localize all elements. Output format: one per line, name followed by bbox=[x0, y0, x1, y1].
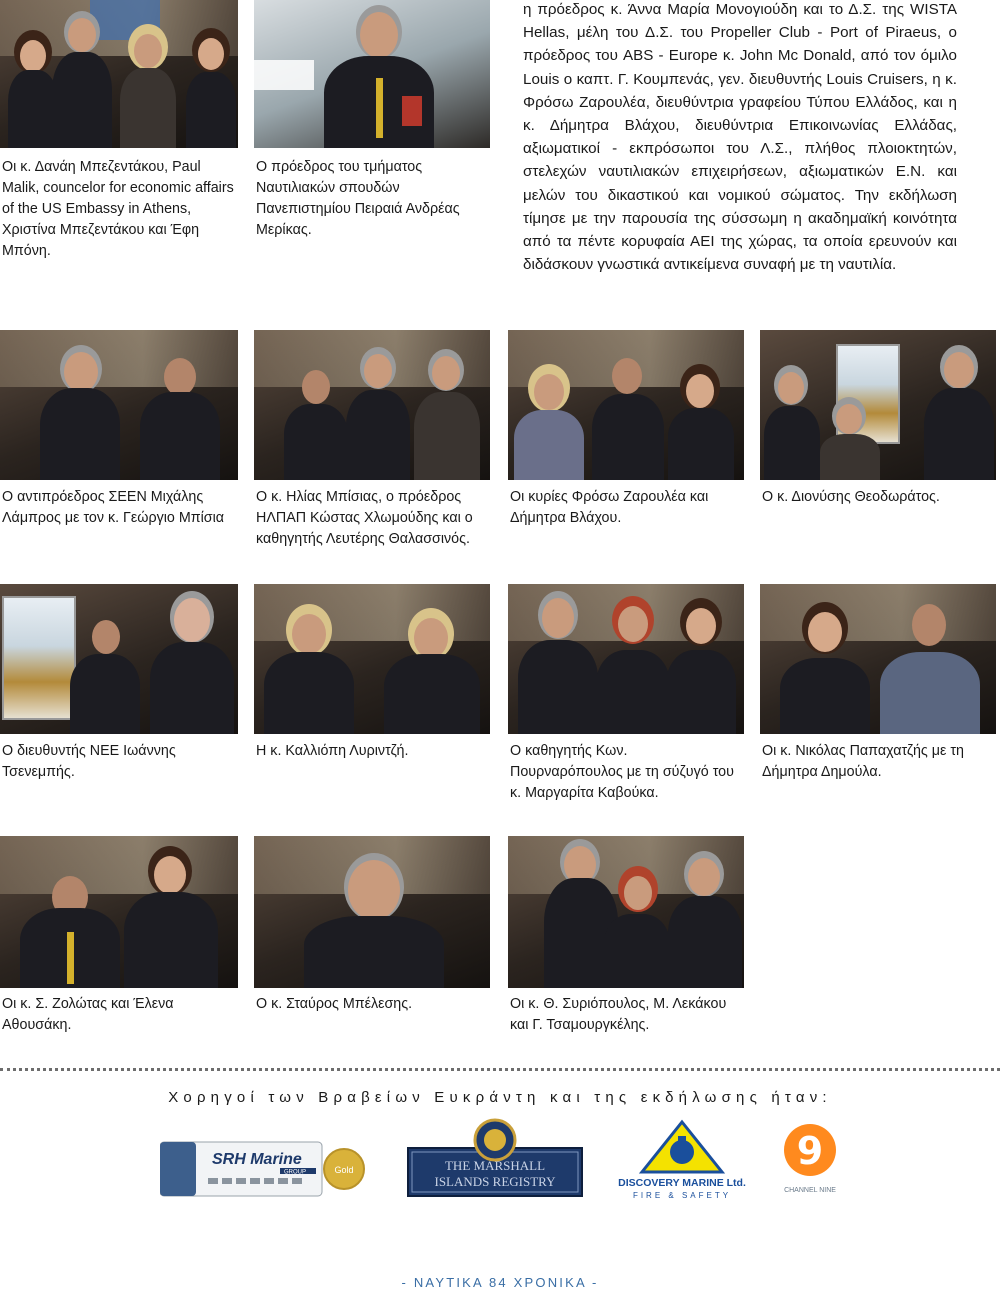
dotted-divider bbox=[0, 1068, 1000, 1071]
caption-photo-2: Ο πρόεδρος του τμήματος Ναυτιλιακών σπουδών Πανεπιστημίου Πειραιά Ανδρέας Μερίκας. bbox=[256, 159, 460, 238]
caption-photo-10: Οι κ. Νικόλας Παπαχατζής με τη Δήμητρα Δημούλα. bbox=[762, 743, 964, 780]
photo-row2-4 bbox=[760, 330, 996, 480]
photo-row4-1 bbox=[0, 836, 238, 988]
nine-name: CHANNEL NINE bbox=[784, 1187, 836, 1194]
caption-photo-8: Η κ. Καλλιόπη Λυριντζή. bbox=[256, 743, 409, 759]
caption-photo-11: Οι κ. Σ. Ζολώτας και Έλενα Αθουσάκη. bbox=[2, 996, 174, 1033]
marshall-islands-registry-logo bbox=[406, 1118, 584, 1198]
caption-photo-7: Ο διευθυντής ΝΕΕ Ιωάννης Τσενεμπής. bbox=[2, 743, 176, 780]
photo-row3-4 bbox=[760, 584, 996, 734]
photo-row4-2 bbox=[254, 836, 490, 988]
marshall-line2: ISLANDS REGISTRY bbox=[434, 1174, 556, 1189]
srh-badge: Gold bbox=[334, 1165, 354, 1175]
page-footer: - ΝΑΥΤΙΚΑ 84 ΧΡΟΝΙΚΑ - bbox=[401, 1275, 599, 1290]
photo-row3-3 bbox=[508, 584, 744, 734]
channel-nine-logo bbox=[780, 1122, 840, 1200]
photo-row2-3 bbox=[508, 330, 744, 480]
photo-speaker-podium bbox=[254, 0, 490, 148]
caption-photo-1: Οι κ. Δανάη Μπεζεντάκου, Paul Malik, councelor for economic affairs of the US Embassy in Athens, Χριστίνα Μπεζεντάκου και Έφη Μπόνη. bbox=[2, 159, 234, 259]
photo-row3-2 bbox=[254, 584, 490, 734]
discovery-name: DISCOVERY MARINE Ltd. bbox=[618, 1177, 746, 1189]
caption-photo-9: Ο καθηγητής Κων. Πουρναρόπουλος με τη σύζυγό του κ. Μαργαρίτα Καβούκα. bbox=[510, 743, 734, 801]
photo-reception-group bbox=[0, 0, 238, 148]
caption-photo-6: Ο κ. Διονύσης Θεοδωράτος. bbox=[762, 489, 940, 505]
discovery-marine-logo bbox=[610, 1118, 754, 1202]
discovery-sub: FIRE & SAFETY bbox=[632, 1191, 732, 1200]
article-body-text: η πρόεδρος κ. Άννα Μαρία Μονογιούδη και το Δ.Σ. της WISTA Hellas, μέλη του Δ.Σ. του Propeller Club - Port of Piraeus, ο πρόεδρος του ABS - Europe κ. John Mc Donald, από τον όμιλο Louis ο καπτ. Γ. Κουμπενάς, γεν. διευθυντής Louis Cruisers, η κ. Φρόσω Ζαρουλέα, διευθύντρια γραφείου Τύπου Ελλάδος, και η κ. Δήμητρα Βλάχου, διευθύντρια Επικοινωνίας Ελλάδας, αξιωματικοί - εκπρόσωποι του Λ.Σ., πλήθος πλοιοκτητών, στελεχών ναυτιλιακών επιχειρήσεων, αξιωματικών Ε.Ν. και μελών του δικαστικού και νομικού σώματος. Την εκδήλωση τίμησε με την παρουσία της σύσσωμη η ακαδημαϊκή κοινότητα από τα πέντε κορυφαία ΑΕΙ της χώρας, τα οποία ερευνούν και διδάσκουν γνωστικά αντικείμενα συναφή με τη ναυτιλία. bbox=[523, 1, 957, 274]
photo-row2-1 bbox=[0, 330, 238, 480]
photo-row2-2 bbox=[254, 330, 490, 480]
caption-photo-5: Οι κυρίες Φρόσω Ζαρουλέα και Δήμητρα Βλάχου. bbox=[510, 489, 709, 526]
nine-digit: 9 bbox=[796, 1129, 824, 1173]
caption-photo-12: Ο κ. Σταύρος Μπέλεσης. bbox=[256, 996, 413, 1012]
srh-name: SRH Marine bbox=[212, 1151, 302, 1168]
caption-photo-3: Ο αντιπρόεδρος ΣΕΕΝ Μιχάλης Λάμπρος με τον κ. Γεώργιο Μπίσια bbox=[2, 489, 225, 526]
caption-photo-13: Οι κ. Θ. Συριόπουλος, Μ. Λεκάκου και Γ. Τσαμουργκέλης. bbox=[510, 996, 727, 1033]
photo-row4-3 bbox=[508, 836, 744, 988]
srh-sub: GROUP bbox=[284, 1169, 307, 1176]
srh-marine-logo bbox=[160, 1140, 366, 1198]
sponsors-title: Χορηγοί των Βραβείων Ευκράντη και της εκδήλωσης ήταν: bbox=[168, 1089, 832, 1106]
photo-row3-1 bbox=[0, 584, 238, 734]
marshall-line1: THE MARSHALL bbox=[444, 1158, 546, 1173]
caption-photo-4: Ο κ. Ηλίας Μπίσιας, ο πρόεδρος ΗΛΠΑΠ Κώστας Χλωμούδης και ο καθηγητής Λευτέρης Θαλασσινός. bbox=[256, 489, 473, 547]
